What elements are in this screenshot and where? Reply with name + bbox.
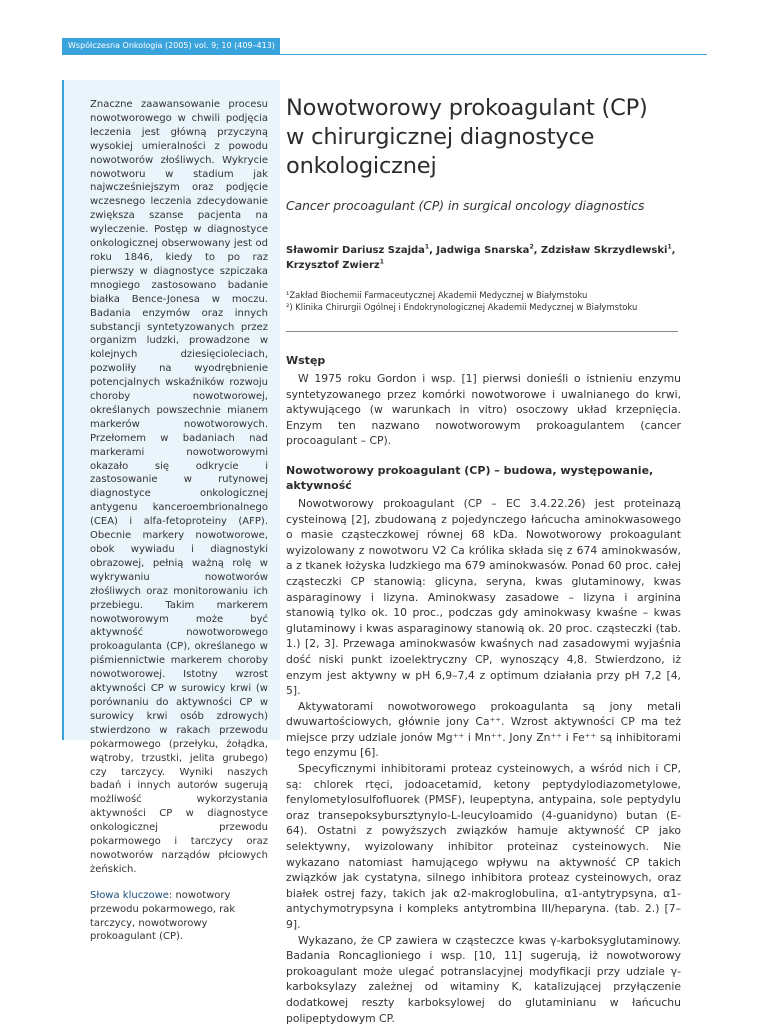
article-main (286, 94, 681, 1026)
header-divider (62, 54, 707, 55)
title-line-2: w chirurgicznej diagnostyce (286, 124, 595, 150)
author-list (286, 243, 681, 273)
abstract-text: Znaczne zaawansowanie procesu nowotworowego w chwili podjęcia leczenia jest główną przyczyną wysokiej umieralności z powodu nowotworów złośliwych. Wykrycie nowotworu w stadium jak najwcześniejszym oraz podjęcie wczesnego leczenia zdecydowanie zwiększa szanse pacjenta na wyleczenie. Postęp w diagnostyce onkologicznej obserwowany jest od roku 1846, kiedy to po raz pierwszy w diagnostyce szpiczaka mnogiego zastosowano badanie białka Bence-Jonesa w moczu. Badania enzymów oraz innych substancji syntetyzowanych przez organizm ludzki, prowadzone w kolejnych dziesięcioleciach, pozwoliły na wyodrębnienie potencjalnych wskaźników rozwoju choroby nowotworowej, określanych powszechnie mianem markerów nowotworowych. Przełomem w badaniach nad markerami nowotworowymi okazało się odkrycie i zastosowanie w rutynowej diagnostyce onkologicznej antygenu kanceroembrionalnego (CEA) i alfa-fetoproteiny (AFP). Obecnie markery nowotworowe, obok wywiadu i diagnostyki obrazowej, pełnią ważną rolę w wykrywaniu nowotworów złośliwych oraz monitorowaniu ich przebiegu. Takim markerem nowotworowym może być aktywność nowotworowego prokoagulanta (CP), określanego w piśmiennictwie markerem choroby nowotworowej. Istotny wzrost aktywności CP w surowicy krwi (w porównaniu do aktywności CP w surowicy krwi osób zdrowych) stwierdzono w rakach przewodu pokarmowego (przełyku, żołądka, wątroby, trzustki, jelita grubego) czy tarczycy. Wyniki naszych badań i innych autorów sugerują możliwość wykorzystania aktywności CP w diagnostyce onkologicznej przewodu pokarmowego i tarczycy oraz nowotworów narządów płciowych żeńskich. (90, 99, 268, 875)
author-name: Zdzisław Skrzydlewski (540, 245, 668, 256)
journal-header: Współczesna Onkologia (2005) vol. 9; 10 (409–413) (62, 38, 280, 54)
affiliation-marker: 2 (529, 243, 534, 251)
author-name: Jadwiga Snarska (436, 245, 530, 256)
abstract-sidebar (62, 80, 280, 943)
paragraph: W 1975 roku Gordon i wsp. [1] pierwsi donieśli o istnieniu enzymu syntetyzowanego przez komórki nowotworowe i uwalnianego do krwi, aktywującego (w warunkach in vitro) osoczowy układ krzepnięcia. Enzym ten nazwano nowotworowym prokoagulantem (cancer procoagulant – CP). (286, 372, 681, 448)
affiliation-2: ²) Klinika Chirurgii Ogólnej i Endokrynologicznej Akademii Medycznej w Białymstoku (286, 302, 638, 312)
affiliation-marker: 1 (424, 243, 430, 251)
paragraph: Aktywatorami nowotworowego prokoagulanta są jony metali dwuwartościowych, głównie jony Ca⁺⁺. Wzrost aktywności CP ma też miejsce przy udziale jonów Mg⁺⁺ i Mn⁺⁺. Jony Zn⁺⁺ i Fe⁺⁺ są inhibitorami tego enzymu [6]. (286, 699, 681, 760)
keywords-label: Słowa kluczowe: (90, 889, 173, 901)
paragraph: Wykazano, że CP zawiera w cząsteczce kwas γ-karboksyglutaminowy. Badania Roncaglioniego i wsp. [10, 11] sugerują, iż nowotworowy prokoagulant może ulegać potranslacyjnej modyfikacji przy udziale γ-karboksylazy zależnej od witaminy K, katalizującej przyłączenie dodatkowej reszty karboksylowej do glutaminianu w łańcuchu polipeptydowym CP. (286, 933, 681, 1025)
title-line-3: onkologicznej (286, 153, 437, 179)
author-name: Krzysztof Zwierz (286, 260, 380, 271)
keywords (90, 889, 268, 945)
affiliation-1: ¹Zakład Biochemii Farmaceutycznej Akademii Medycznej w Białymstoku (286, 290, 588, 300)
section-heading-cp: Nowotworowy prokoagulant (CP) – budowa, występowanie, aktywność (286, 463, 654, 492)
author-name: Sławomir Dariusz Szajda (286, 245, 425, 256)
title-line-1: Nowotworowy prokoagulant (CP) (286, 95, 648, 121)
article-title (286, 94, 681, 181)
section-heading-introduction: Wstęp (286, 354, 326, 367)
paragraph: Specyficznymi inhibitorami proteaz cysteinowych, a wśród nich i CP, są: chlorek rtęci, jodoacetamid, ketony peptydylodiazometylowe, fenylometylosulfofluorek (PMSF), leupeptyna, antypaina, sole peptydylu oraz transepoksybursztynylo-L-leucyloamido (4-guanidyno) butan (E-64). Ostatni z powyższych związków hamuje aktywność CP jako selektywny, wyizolowany inhibitor proteinaz cysteinowych. Nie wykazano natomiast hamującego wpływu na aktywność CP takich związków jak cystatyna, silnego inhibitora proteaz cysteinowych, oraz białek ostrej fazy, takich jak α2-makroglobulina, α1-antytrypsyna, α1-antychymotrypsyna i kompleks antytrombina III/heparyna. (tab. 2.) [7–9]. (286, 762, 681, 931)
affiliation-marker: 1 (379, 258, 384, 266)
author-separator: , (671, 245, 676, 256)
author-separator: , (429, 245, 437, 256)
paragraph: Nowotworowy prokoagulant (CP – EC 3.4.22.26) jest proteinazą cysteinową [2], zbudowaną z pojedynczego łańcucha aminokwasowego o masie cząsteczkowej równej 68 kDa. Nowotworowy prokoagulant wyizolowany z nowotworu V2 Ca królika składa się z 674 aminokwasów, a z tkanek łożyska ludzkiego ma 679 aminokwasów. Ponad 60 proc. całej cząsteczki CP stanowią: glicyna, seryna, kwas glutaminowy, kwas asparaginowy i lizyna. Aminokwasy zasadowe – lizyna i arginina stanowią tylko ok. 10 proc., podczas gdy aminokwasy kwaśne – kwas glutaminowy i kwas asparaginowy stanowią ok. 20 proc. cząsteczki (tab. 1.) [2, 3]. Przewaga aminokwasów kwaśnych nad zasadowymi wyjaśnia dość niski punkt izoelektryczny CP, wynoszący 4,8. Stwierdzono, iż enzym jest aktywny w pH 6,9–7,4 z optimum działania przy pH 7,2 [4, 5]. (286, 496, 681, 698)
english-title: Cancer procoagulant (CP) in surgical oncology diagnostics (286, 199, 645, 213)
affiliations (286, 289, 681, 313)
author-separator: , (533, 245, 541, 256)
title-divider (286, 331, 678, 332)
keywords-text: nowotwory przewodu pokarmowego, rak tarczycy, nowotworowy prokoagulant (CP). (90, 889, 236, 943)
affiliation-marker: 1 (667, 243, 672, 251)
